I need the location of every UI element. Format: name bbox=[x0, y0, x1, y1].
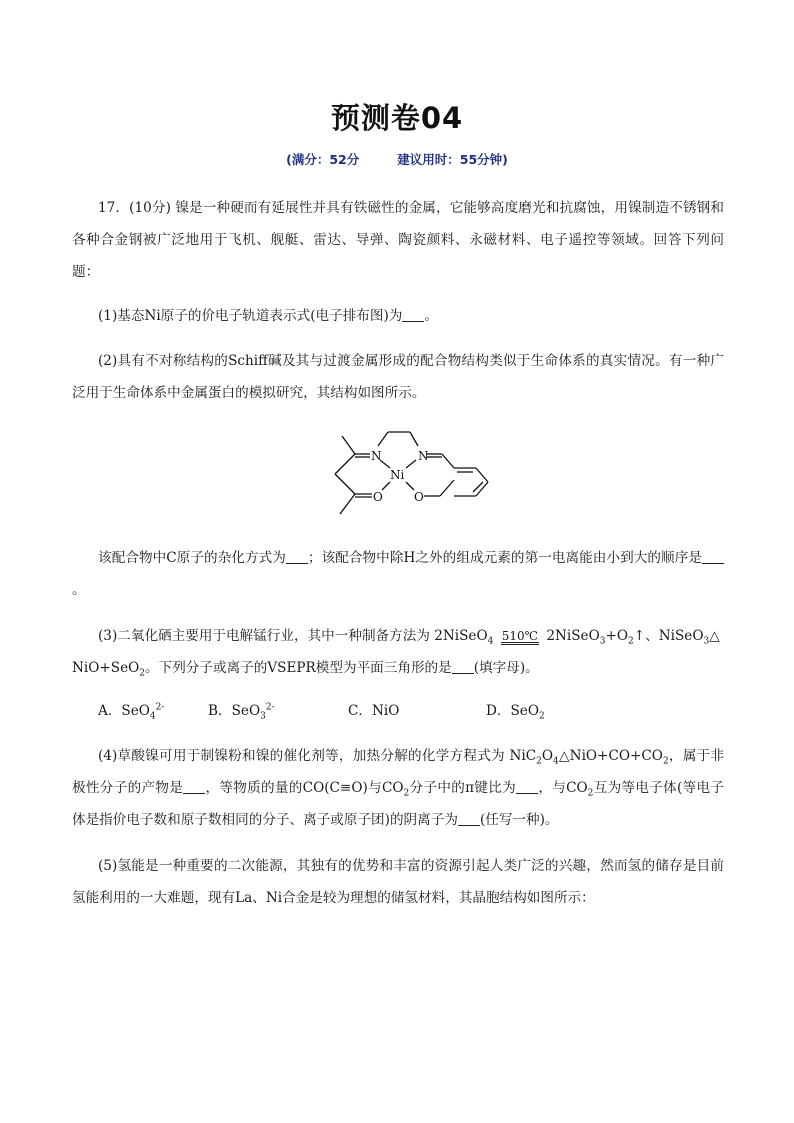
option-a[interactable] bbox=[98, 696, 164, 726]
time-label: 建议用时：55分钟) bbox=[397, 152, 508, 167]
subquestion-1 bbox=[72, 300, 724, 332]
option-c-text: C．NiO bbox=[348, 703, 400, 719]
structure-svg bbox=[322, 424, 498, 524]
answer-blank[interactable] bbox=[452, 659, 474, 674]
bond bbox=[378, 432, 388, 446]
bond bbox=[406, 482, 414, 490]
p2b-end: 。 bbox=[72, 582, 86, 598]
p3-line2b: 。下列分子或离子的VSEPR模型为平面三角形的是 bbox=[145, 660, 452, 676]
p5-text: (5)氢能是一种重要的二次能源，其独有的优势和丰富的资源引起人类广泛的兴趣，然而氢的储存是目前氢能利用的一大难题，现有La、Ni合金是较为理想的储氢材料，其晶胞结构如图所示： bbox=[72, 858, 724, 906]
atom-ni: Ni bbox=[390, 468, 405, 482]
bond bbox=[406, 460, 416, 468]
answer-blank[interactable] bbox=[402, 307, 424, 322]
p4-a: O bbox=[541, 748, 553, 764]
bond bbox=[380, 460, 390, 468]
answer-blank[interactable] bbox=[286, 549, 308, 564]
p3-mid2: +O bbox=[605, 628, 629, 644]
option-b[interactable] bbox=[208, 696, 275, 726]
reaction-condition bbox=[501, 630, 539, 645]
subquestion-2 bbox=[72, 345, 724, 409]
option-d-text: D．SeO bbox=[486, 703, 539, 719]
option-c[interactable] bbox=[348, 696, 399, 726]
option-a-sup: 2- bbox=[155, 702, 165, 713]
p4-f: ，与CO bbox=[538, 780, 588, 796]
p3-line2: NiO+SeO bbox=[72, 660, 140, 676]
p4-g: 互为等电子体(等电子体是指价电子数和原子数相同的分子、离子或原子团)的阴离子为 bbox=[72, 780, 725, 828]
option-a-text: A．SeO bbox=[98, 703, 150, 719]
atom-o2: O bbox=[414, 490, 424, 504]
condition-label: 510℃ bbox=[501, 629, 539, 643]
p2-text: (2)具有不对称结构的Schiff碱及其与过渡金属形成的配合物结构类似于生命体系的真实情况。有一种广泛用于生命体系中金属蛋白的模拟研究，其结构如图所示。 bbox=[72, 353, 724, 401]
p3-mid3: ↑、NiSeO bbox=[633, 628, 704, 644]
p4-d: ，等物质的量的CO(C≡O)与CO bbox=[205, 780, 404, 796]
subquestion-3: (3)二氧化硒主要用于电解锰行业，其中一种制备方法为 2NiSeO$_4$ 510℃ $2NiSeO_3+O_2↑$、NiSeO$_3$△ NiO+SeO$_2$。下列分子或离子的VSEPR模型为平面三角形的是 (填字母)。 bbox=[72, 628, 720, 679]
subquestion-4: (4)草酸镍可用于制镍粉和镍的催化剂等，加热分解的化学方程式为 $NiC_2O_4\triangle NiO+CO+CO_2$，属于非极性分子的产物是 ，等物质的量的CO(C≡O)与$CO_2$分子中的π键比为 ，与$CO_2$互为等电子体(等电子体是指价电子数和原子数相同的分子、离子或原子团)的阴离子为 (任写一种)。 bbox=[72, 748, 725, 828]
options-row bbox=[98, 696, 718, 726]
atom-n1: N bbox=[371, 449, 382, 463]
answer-blank[interactable] bbox=[702, 549, 724, 564]
p4-e: 分子中的π键比为 bbox=[409, 780, 517, 796]
p1-end: 。 bbox=[424, 308, 438, 324]
p4-text: (4)草酸镍可用于制镍粉和镍的催化剂等，加热分解的化学方程式为 NiC bbox=[98, 748, 537, 764]
bond bbox=[335, 474, 355, 494]
bond bbox=[335, 454, 355, 474]
p3-text: (3)二氧化硒主要用于电解锰行业，其中一种制备方法为 2NiSeO bbox=[98, 628, 488, 644]
page-title: 预测卷04 bbox=[330, 101, 464, 135]
option-b-text: B．SeO bbox=[208, 703, 261, 719]
bond bbox=[440, 480, 454, 496]
intro-text: 17．(10分) 镍是一种硬而有延展性并具有铁磁性的金属，它能够高度磨光和抗腐蚀，用镍制造不锈钢和各种合金钢被广泛地用于飞机、舰艇、雷达、导弹、陶瓷颜料、永磁材料、电子遥控等领域。回答下列问题： bbox=[72, 200, 724, 280]
subquestion-5 bbox=[72, 850, 724, 914]
bond bbox=[382, 482, 390, 490]
atom-n2: N bbox=[418, 449, 429, 463]
atom-o1: O bbox=[373, 490, 383, 504]
answer-blank[interactable] bbox=[516, 779, 538, 794]
answer-blank[interactable] bbox=[183, 779, 205, 794]
question-intro bbox=[72, 192, 724, 288]
option-b-sup: 2- bbox=[265, 702, 275, 713]
p3-mid: 2NiSeO bbox=[542, 628, 600, 644]
bond bbox=[442, 454, 454, 468]
option-a-sub: 4 bbox=[149, 711, 156, 722]
answer-blank[interactable] bbox=[458, 811, 480, 826]
delta-symbol: △ bbox=[709, 628, 720, 644]
exam-meta bbox=[0, 150, 794, 168]
p2b-mid: ；该配合物中除H之外的组成元素的第一电离能由小到大的顺序是 bbox=[307, 550, 702, 566]
bond bbox=[410, 432, 418, 446]
bond bbox=[340, 494, 355, 514]
p4-h: (任写一种)。 bbox=[479, 812, 559, 828]
score-label: (满分：52分 bbox=[286, 152, 360, 167]
subquestion-2b bbox=[72, 542, 724, 606]
bond bbox=[476, 482, 488, 496]
option-d[interactable] bbox=[486, 696, 545, 726]
option-d-sub: 2 bbox=[539, 711, 545, 722]
nickel-complex-structure bbox=[322, 424, 498, 524]
p1-text: (1)基态Ni原子的价电子轨道表示式(电子排布图)为 bbox=[98, 308, 403, 324]
bond bbox=[342, 436, 355, 454]
p4-c: ，属于非极性分子的产物是 bbox=[72, 748, 725, 796]
p3-line2c: (填字母)。 bbox=[473, 660, 539, 676]
bond bbox=[476, 468, 488, 482]
p2b-text: 该配合物中C原子的杂化方式为 bbox=[98, 550, 286, 566]
p4-b: △NiO+CO+CO bbox=[558, 748, 663, 764]
option-b-sub: 3 bbox=[260, 711, 266, 722]
